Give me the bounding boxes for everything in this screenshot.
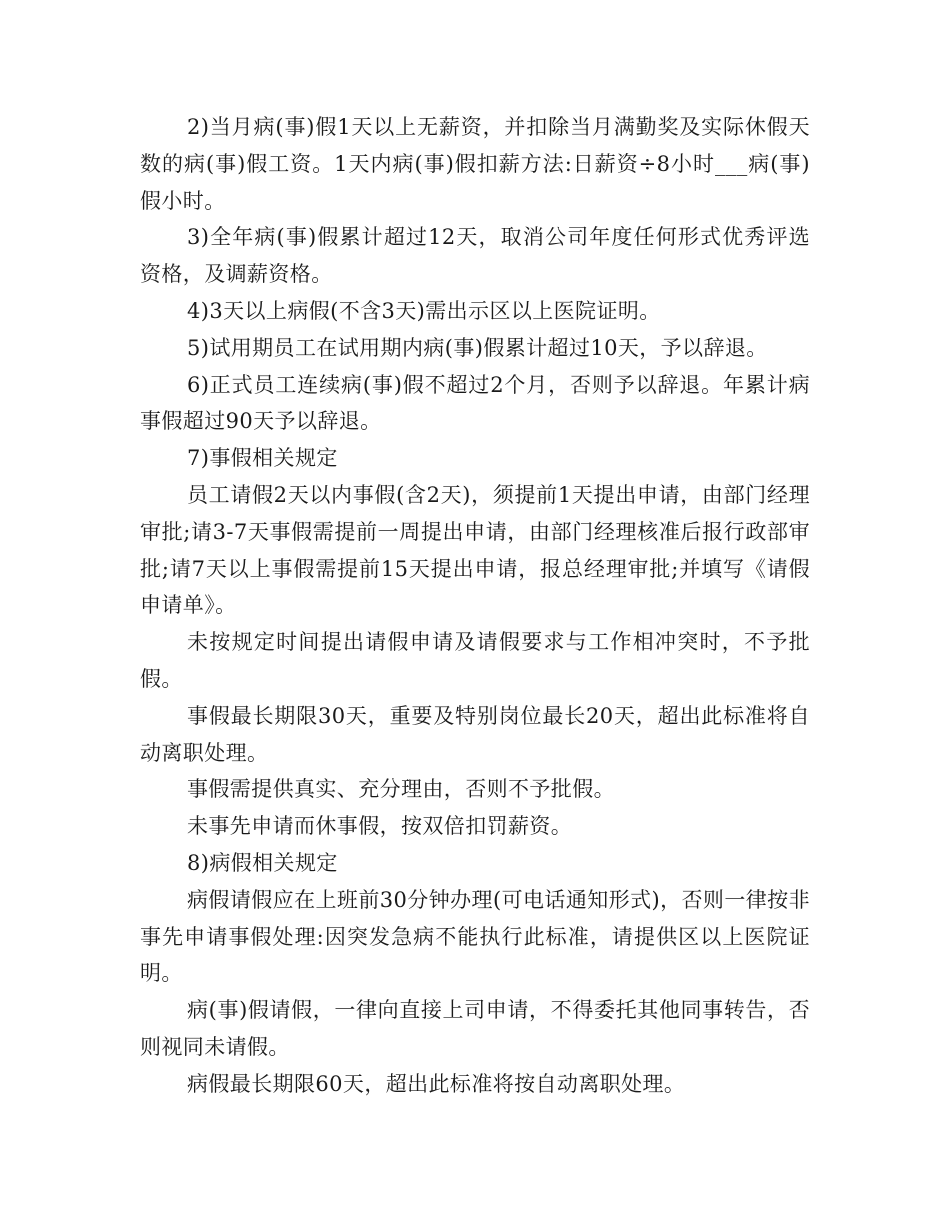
paragraph-late-application: 未按规定时间提出请假申请及请假要求与工作相冲突时，不予批假。: [140, 630, 810, 691]
paragraph-probation: 5)试用期员工在试用期内病(事)假累计超过10天，予以辞退。: [187, 335, 768, 360]
paragraph-sick-leave-procedure: 病假请假应在上班前30分钟办理(可电话通知形式)，否则一律按非事先申请事假处理:因突发急病不能执行此标准，请提供区以上医院证明。: [140, 887, 810, 986]
paragraph-max-personal-leave: 事假最长期限30天，重要及特别岗位最长20天，超出此标准将自动离职处理。: [140, 703, 810, 765]
paragraph-direct-supervisor: 病(事)假请假，一律向直接上司申请，不得委托其他同事转告，否则视同未请假。: [140, 998, 810, 1059]
paragraph-valid-reason: 事假需提供真实、充分理由，否则不予批假。: [187, 777, 615, 802]
heading-personal-leave-rules: 7)事假相关规定: [187, 446, 338, 471]
paragraph-sick-leave-pay: 2)当月病(事)假1天以上无薪资，并扣除当月满勤奖及实际休假天数的病(事)假工资。1天内病(事)假扣薪方法:日薪资÷8小时___病(事)假小时。: [140, 115, 810, 213]
paragraph-personal-leave-approval: 员工请假2天以内事假(含2天)，须提前1天提出申请，由部门经理审批;请3-7天事假需提前一周提出申请，由部门经理核准后报行政部审批;请7天以上事假需提前15天提出申请，报总经理审批;并填写《请假申请单》。: [140, 482, 810, 618]
paragraph-unapplied-leave: 未事先申请而休事假，按双倍扣罚薪资。: [187, 814, 573, 839]
paragraph-annual-limit: 3)全年病(事)假累计超过12天，取消公司年度任何形式优秀评选资格，及调薪资格。: [140, 225, 810, 287]
document-body: [140, 109, 810, 1103]
paragraph-hospital-proof: 4)3天以上病假(不含3天)需出示区以上医院证明。: [187, 298, 661, 323]
heading-sick-leave-rules: 8)病假相关规定: [187, 850, 338, 875]
paragraph-max-sick-leave: 病假最长期限60天，超出此标准将按自动离职处理。: [187, 1071, 686, 1096]
paragraph-regular-employee: 6)正式员工连续病(事)假不超过2个月，否则予以辞退。年累计病事假超过90天予以辞退。: [140, 372, 810, 434]
